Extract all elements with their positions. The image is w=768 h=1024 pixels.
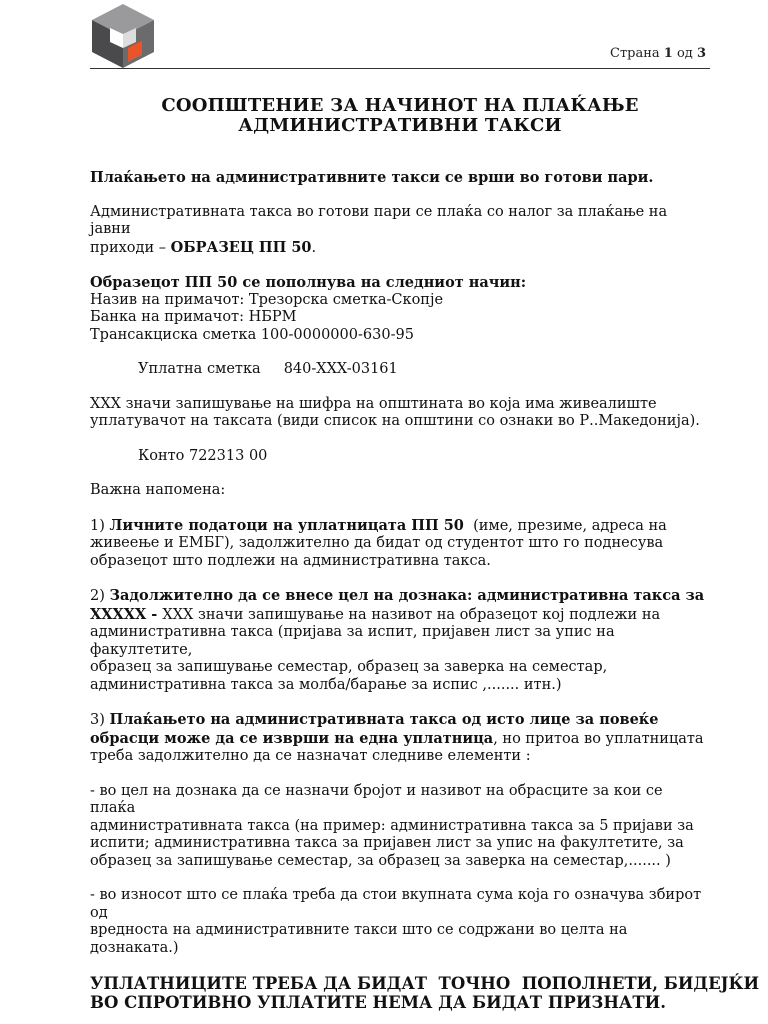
xxx-note <box>90 396 710 431</box>
xxx-note-line-1: XXX значи запишување на шифра на општината во која има живеалиште <box>90 395 657 412</box>
note-2 <box>90 587 710 694</box>
form-name: ОБРАЗЕЦ ПП 50 <box>170 238 312 256</box>
order-line-2: приходи – ОБРАЗЕЦ ПП 50. <box>90 238 317 256</box>
bullet-1-line-2: административната такса (на пример: административна такса за 5 пријави за <box>90 817 694 834</box>
intro-paragraph: Плаќањето на административните такси се врши во готови пари. <box>90 169 654 186</box>
bullet-1-line-4: образец за запишување семестар, за образец за заверка на семестар,....... ) <box>90 852 671 869</box>
recipient-bank: Банка на примачот: НБРМ <box>90 309 297 325</box>
page-of: од <box>676 46 693 61</box>
note-1-line-2: живеење и ЕМБГ), задолжително да бидат од студентот што го поднесува <box>90 535 664 551</box>
bullet-1-line-3: испити; административна такса за пријавен лист за упис на факултетите, за <box>90 835 684 851</box>
title-line-1: СООПШТЕНИЕ ЗА НАЧИНОТ НА ПЛАЌАЊЕ <box>161 95 639 116</box>
page-indicator <box>610 46 706 61</box>
warning-line-2: ВО СПРОТИВНО УПЛАТИТЕ НЕМА ДА БИДАТ ПРИЗНАТИ. <box>90 993 666 1012</box>
bullet-2-line-1: - во износот што се плаќа треба да стои вкупната сума која го означува збирот од <box>90 887 702 921</box>
note-2-line-1: 2) Задолжително да се внесе цел на дознака: административна такса за <box>90 587 705 604</box>
konto: Конто 722313 00 <box>138 447 268 464</box>
order-paragraph <box>90 204 710 258</box>
fill-heading: Образецот ПП 50 се пополнува на следниот начин: <box>90 274 527 291</box>
fill-section <box>90 274 710 344</box>
important-label: Важна напомена: <box>90 482 226 498</box>
note-1-line-3: образецот што подлежи на административна такса. <box>90 552 491 569</box>
bullet-1 <box>90 783 710 871</box>
order-line-1: Административната такса во готови пари се плаќа со налог за плаќање на јавни <box>90 203 668 237</box>
page-total: 3 <box>696 46 706 61</box>
note-2-line-4: образец за запишување семестар, образец за заверка на семестар, <box>90 659 608 675</box>
note-3 <box>90 711 710 766</box>
note-2-line-3: административна такса (пријава за испит, пријавен лист за упис на факултетите, <box>90 624 615 658</box>
note-3-line-2: обрасци може да се изврши на една уплатница, но притоа во уплатницата <box>90 729 704 747</box>
warning-notice <box>90 974 760 1012</box>
bullet-2-line-2: вредноста на административните такси што се содржани во целта на дознаката.) <box>90 922 628 956</box>
note-2-line-5: административна такса за молба/барање за испис ,....... итн.) <box>90 676 562 693</box>
warning-line-1: УПЛАТНИЦИТЕ ТРЕБА ДА БИДАТ ТОЧНО ПОПОЛНЕТИ, БИДЕЈЌИ <box>90 974 760 993</box>
transaction-account: Трансакциска сметка 100-0000000-630-95 <box>90 326 414 343</box>
note-3-line-1: 3) Плаќањето на административната такса од исто лице за повеќе <box>90 711 659 728</box>
payment-account: Уплатна сметка 840-XXX-03161 <box>138 361 398 377</box>
note-2-line-2: XXXXX - XXX значи запишување на називот на образецот кој подлежи на <box>90 605 661 623</box>
recipient-name: Назив на примачот: Трезорска сметка-Скопје <box>90 291 444 308</box>
bullet-1-line-1: - во цел на дознака да се назначи бројот и називот на обрасците за кои се плаќа <box>90 782 663 816</box>
document-body <box>90 95 760 1012</box>
header-divider <box>90 68 710 69</box>
note-1-line-1: 1) Личните податоци на уплатницата ПП 50 (име, презиме, адреса на <box>90 516 667 534</box>
xxx-note-line-2: уплатувачот на таксата (види список на општини со ознаки во Р..Македонија). <box>90 413 700 429</box>
note-3-line-3: треба задолжително да се назначат следниве елементи : <box>90 748 531 764</box>
page-word: Страна <box>610 46 660 61</box>
page-current: 1 <box>663 46 673 61</box>
hexagon-cube-logo-icon <box>88 4 158 68</box>
bullet-2 <box>90 887 710 957</box>
note-1 <box>90 517 710 571</box>
document-title <box>90 96 710 136</box>
title-line-2: АДМИНИСТРАТИВНИ ТАКСИ <box>238 115 562 136</box>
